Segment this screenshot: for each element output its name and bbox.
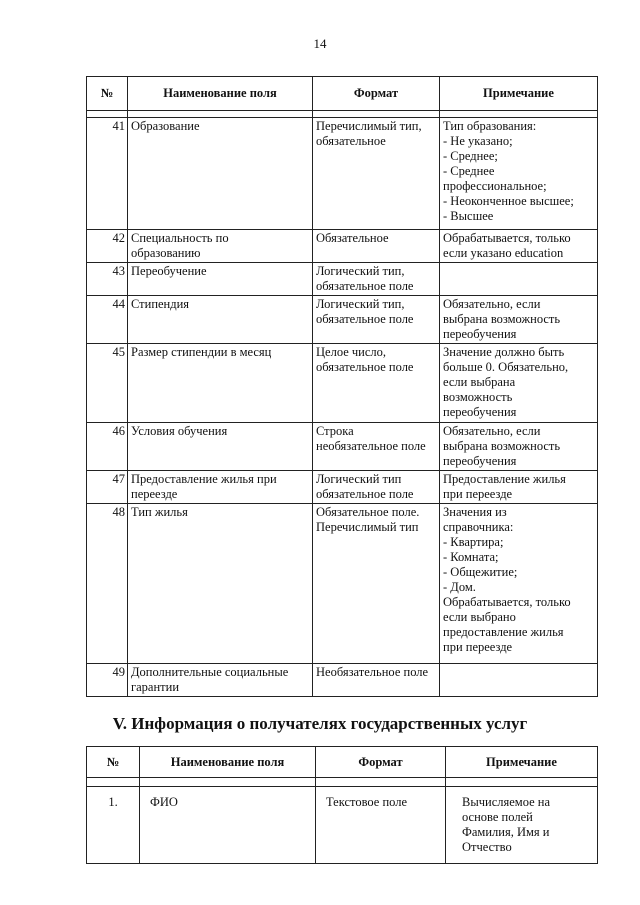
note-cell <box>440 504 598 664</box>
column-header-format: Формат <box>313 77 440 111</box>
cell-text-line: Предоставление жилья при <box>131 472 277 486</box>
note-cell <box>446 787 598 864</box>
note-cell <box>440 296 598 344</box>
format-cell <box>313 423 440 471</box>
cell-text-line: Специальность по <box>131 231 229 245</box>
cell-text-line: предоставление жилья <box>443 625 564 639</box>
cell-text-line: при переезде <box>443 487 513 501</box>
column-header-number: № <box>87 747 140 778</box>
cell-text-line: - Комната; <box>443 550 499 564</box>
row-number: 45 <box>87 344 128 423</box>
cell-text-line: Отчество <box>462 840 512 854</box>
cell-text-line: - Дом. <box>443 580 476 594</box>
fields-table <box>86 76 598 697</box>
format-cell <box>313 504 440 664</box>
cell-text-line: выбрана возможность <box>443 439 561 453</box>
cell-text-line: Перечислимый тип, <box>316 119 422 133</box>
table-header-row <box>87 747 598 778</box>
row-number: 46 <box>87 423 128 471</box>
field-name-cell <box>128 263 313 296</box>
cell-text-line: возможность <box>443 390 513 404</box>
table-row <box>87 471 598 504</box>
cell-text-line: Текстовое поле <box>326 795 408 809</box>
field-name-cell <box>128 423 313 471</box>
cell-text-line: основе полей <box>462 810 533 824</box>
column-header-note: Примечание <box>446 747 598 778</box>
cell-text-line: переобучения <box>443 405 517 419</box>
column-header-field-name: Наименование поля <box>128 77 313 111</box>
cell-text-line: Значение должно быть <box>443 345 565 359</box>
cell-text-line: - Неоконченное высшее; <box>443 194 574 208</box>
column-header-field-name: Наименование поля <box>140 747 316 778</box>
row-number: 1. <box>87 787 140 864</box>
cell-text-line: Обязательно, если <box>443 424 541 438</box>
table-row <box>87 118 598 230</box>
cell-text-line: обязательное <box>316 134 386 148</box>
cell-text-line: переобучения <box>443 454 517 468</box>
cell-text-line: обязательное поле <box>316 279 414 293</box>
cell-text-line: Логический тип <box>316 472 402 486</box>
cell-text-line: Размер стипендии в месяц <box>131 345 272 359</box>
note-cell <box>440 230 598 263</box>
cell-text-line: гарантии <box>131 680 180 694</box>
cell-text-line: Предоставление жилья <box>443 472 566 486</box>
format-cell <box>313 118 440 230</box>
format-cell <box>313 471 440 504</box>
cell-text-line: переобучения <box>443 327 517 341</box>
cell-text-line: выбрана возможность <box>443 312 561 326</box>
format-cell <box>313 664 440 697</box>
format-cell <box>313 263 440 296</box>
cell-text-line: Вычисляемое на <box>462 795 551 809</box>
table-row <box>87 230 598 263</box>
cell-text-line: - Высшее <box>443 209 494 223</box>
column-header-note: Примечание <box>440 77 598 111</box>
field-name-cell <box>140 787 316 864</box>
table-row <box>87 296 598 344</box>
recipients-table <box>86 746 598 864</box>
cell-text-line: справочника: <box>443 520 514 534</box>
column-header-number: № <box>87 77 128 111</box>
cell-text-line: Логический тип, <box>316 297 405 311</box>
cell-text-line: - Не указано; <box>443 134 513 148</box>
table-header-row <box>87 77 598 111</box>
row-number: 42 <box>87 230 128 263</box>
cell-text-line: Переобучение <box>131 264 207 278</box>
cell-text-line: Перечислимый тип <box>316 520 419 534</box>
cell-text-line: Обрабатывается, только <box>443 231 571 245</box>
cell-text-line: больше 0. Обязательно, <box>443 360 569 374</box>
cell-text-line: Фамилия, Имя и <box>462 825 550 839</box>
column-header-format: Формат <box>316 747 446 778</box>
field-name-cell <box>128 296 313 344</box>
cell-text-line: при переезде <box>443 640 513 654</box>
cell-text-line: профессиональное; <box>443 179 547 193</box>
cell-text-line: Необязательное поле <box>316 665 429 679</box>
field-name-cell <box>128 344 313 423</box>
cell-text-line: Обязательное <box>316 231 389 245</box>
cell-text-line: Обязательно, если <box>443 297 541 311</box>
format-cell <box>313 296 440 344</box>
format-cell <box>313 344 440 423</box>
table-row <box>87 263 598 296</box>
field-name-cell <box>128 504 313 664</box>
cell-text-line: Стипендия <box>131 297 190 311</box>
cell-text-line: Условия обучения <box>131 424 228 438</box>
table-row <box>87 504 598 664</box>
cell-text-line: образованию <box>131 246 201 260</box>
cell-text-line: обязательное поле <box>316 360 414 374</box>
field-name-cell <box>128 230 313 263</box>
table-row <box>87 787 598 864</box>
cell-text-line: - Среднее <box>443 164 495 178</box>
cell-text-line: Образование <box>131 119 200 133</box>
table-row <box>87 423 598 471</box>
table-spacer-row <box>87 778 598 787</box>
cell-text-line: Дополнительные социальные <box>131 665 289 679</box>
cell-text-line: Тип жилья <box>131 505 188 519</box>
field-name-cell <box>128 664 313 697</box>
cell-text-line: Обрабатывается, только <box>443 595 571 609</box>
row-number: 44 <box>87 296 128 344</box>
cell-text-line: обязательное поле <box>316 312 414 326</box>
note-cell <box>440 423 598 471</box>
cell-text-line: Значения из <box>443 505 507 519</box>
format-cell <box>316 787 446 864</box>
cell-text-line: Тип образования: <box>443 119 537 133</box>
field-name-cell <box>128 471 313 504</box>
row-number: 48 <box>87 504 128 664</box>
cell-text-line: - Квартира; <box>443 535 504 549</box>
cell-text-line: если выбрана <box>443 375 516 389</box>
table-row <box>87 664 598 697</box>
cell-text-line: - Среднее; <box>443 149 498 163</box>
row-number: 41 <box>87 118 128 230</box>
note-cell <box>440 344 598 423</box>
cell-text-line: ФИО <box>150 795 178 809</box>
table-row <box>87 344 598 423</box>
cell-text-line: необязательное поле <box>316 439 426 453</box>
note-cell <box>440 664 598 697</box>
cell-text-line: - Общежитие; <box>443 565 518 579</box>
cell-text-line: обязательное поле <box>316 487 414 501</box>
page-number: 14 <box>313 36 327 51</box>
note-cell <box>440 263 598 296</box>
cell-text-line: Логический тип, <box>316 264 405 278</box>
cell-text-line: Строка <box>316 424 354 438</box>
field-name-cell <box>128 118 313 230</box>
cell-text-line: Обязательное поле. <box>316 505 420 519</box>
row-number: 49 <box>87 664 128 697</box>
table-spacer-row <box>87 111 598 118</box>
note-cell <box>440 118 598 230</box>
note-cell <box>440 471 598 504</box>
section-heading: V. Информация о получателях государственных услуг <box>112 714 528 733</box>
cell-text-line: Целое число, <box>316 345 387 359</box>
cell-text-line: переезде <box>131 487 178 501</box>
cell-text-line: если выбрано <box>443 610 516 624</box>
row-number: 47 <box>87 471 128 504</box>
format-cell <box>313 230 440 263</box>
row-number: 43 <box>87 263 128 296</box>
cell-text-line: если указано education <box>443 246 564 260</box>
